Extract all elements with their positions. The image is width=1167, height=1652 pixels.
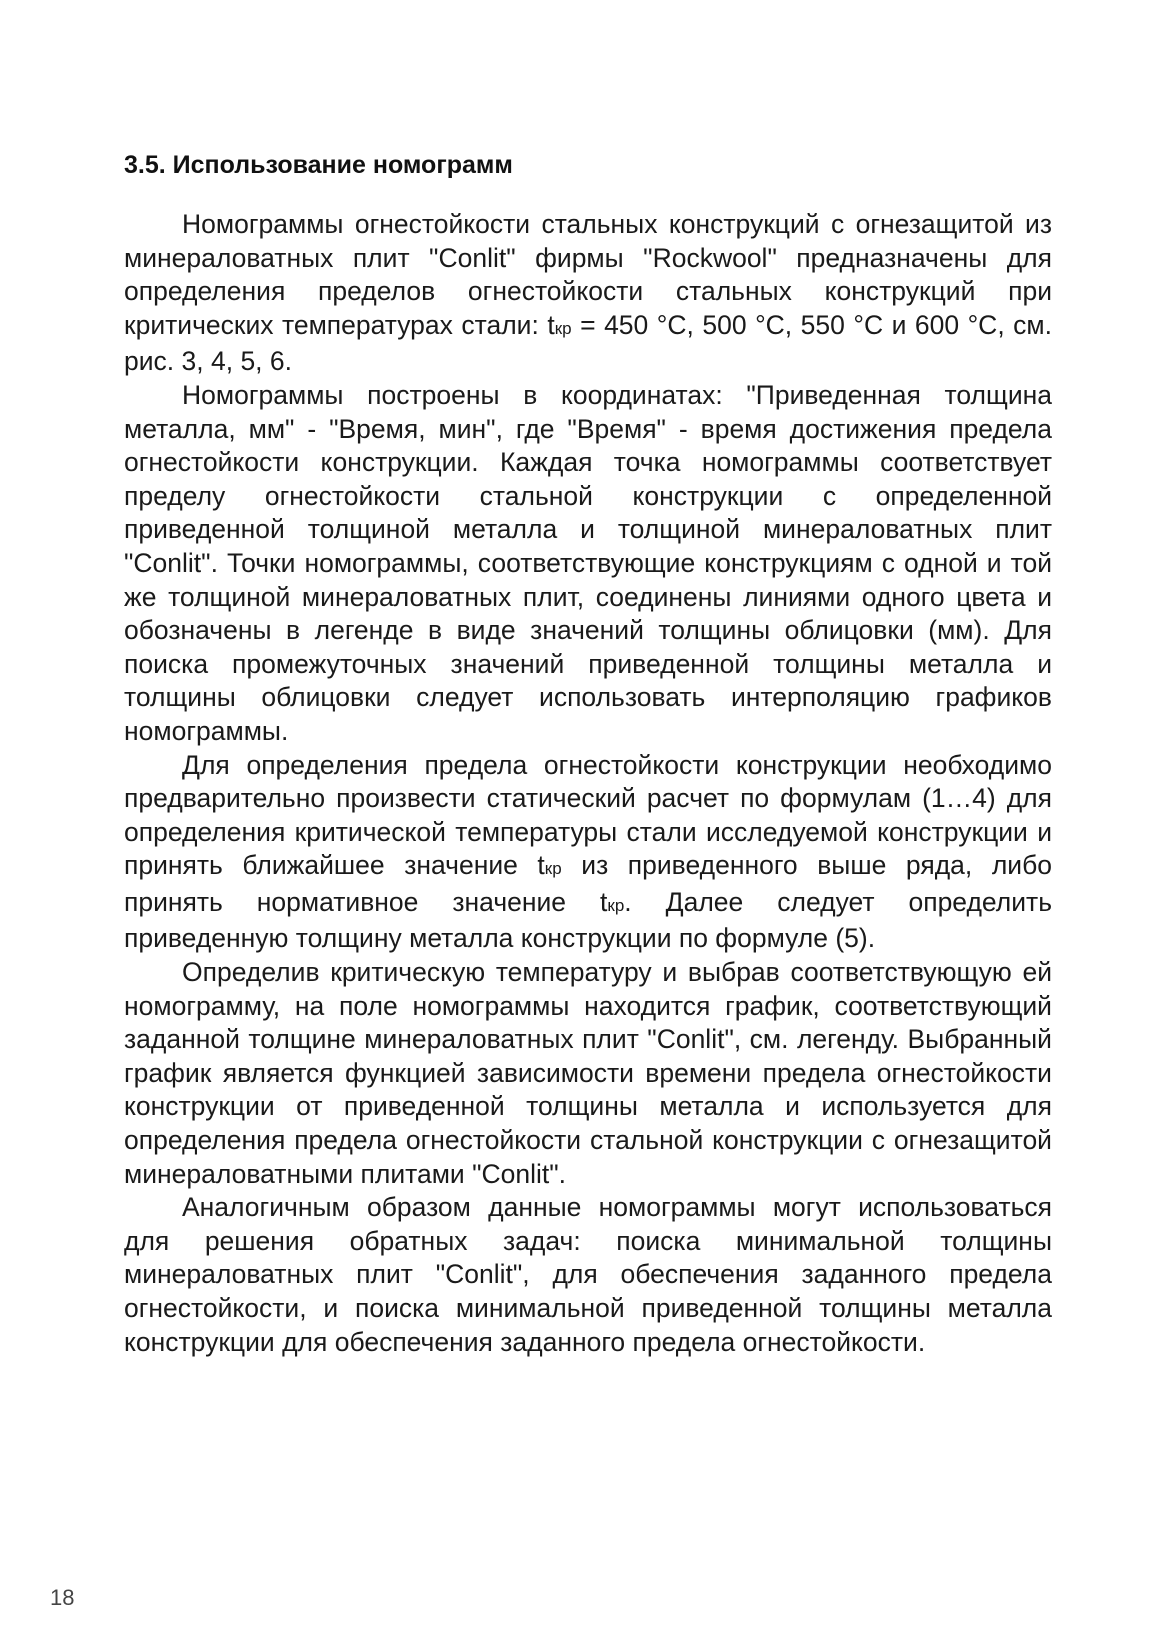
paragraph-3-text-b: из приведенного выше ряда, либо принять нормативное значение t [124, 850, 1052, 917]
paragraph-1-text-b: = 450 °С, 500 °С, 550 °С и 600 °С, см. рис. 3, 4, 5, 6. [124, 309, 1053, 377]
paragraph-3-subscript-2: кр [607, 895, 625, 915]
paragraph-5: Аналогичным образом данные номограммы могут использоваться для решения обратных задач: поиска минимальной толщины минераловатных плит "Conlit", для обеспечения заданного предела огнестойкости, и поиска минимальной приведенной толщины металла конструкции для обеспечения заданного предела огнестойкости. [124, 1192, 1052, 1357]
section-title: 3.5. Использование номограмм [124, 151, 513, 179]
paragraph-1 [124, 208, 1052, 379]
paragraph-3 [124, 749, 1052, 957]
paragraph-3-text-c: . Далее следует определить приведенную толщину металла конструкции по формуле (5). [124, 886, 1052, 954]
paragraph-1-subscript: кр [554, 318, 572, 338]
paragraph-3-text-a: Для определения предела огнестойкости конструкции необходимо предварительно произвести статический расчет по формулам (1…4) для определения критической температуры стали исследуемой конструкции и принять ближайшее значение t [124, 749, 1052, 881]
page-content [124, 148, 1052, 1359]
paragraph-3-subscript-1: кр [544, 859, 562, 879]
paragraph-1-text-a: Номограммы огнестойкости стальных конструкций с огнезащитой из минераловатных плит "Conlit" фирмы "Rockwool" предназначены для определения пределов огнестойкости стальных конструкций при критических температурах стали: t [124, 209, 1052, 340]
paragraph-4: Определив критическую температуру и выбрав соответствующую ей номограмму, на поле номограммы находится график, соответствующий заданной толщине минераловатных плит "Conlit", см. легенду. Выбранный график является функцией зависимости времени предела огнестойкости конструкции от приведенной толщины металла и используется для определения предела огнестойкости стальной конструкции с огнезащитой минераловатными плитами "Conlit". [124, 957, 1052, 1189]
paragraph-2: Номограммы построены в координатах: "Приведенная толщина металла, мм" - "Время, мин", где "Время" - время достижения предела огнестойкости конструкции. Каждая точка номограммы соответствует пределу огнестойкости стальной конструкции с определенной приведенной толщиной металла и толщиной минераловатных плит "Conlit". Точки номограммы, соответствующие конструкциям с одной и той же толщиной минераловатных плит, соединены линиями одного цвета и обозначены в легенде в виде значений толщины облицовки (мм). Для поиска промежуточных значений приведенной толщины металла и толщины облицовки следует использовать интерполяцию графиков номограммы. [124, 379, 1052, 746]
page-number: 18 [50, 1585, 75, 1610]
